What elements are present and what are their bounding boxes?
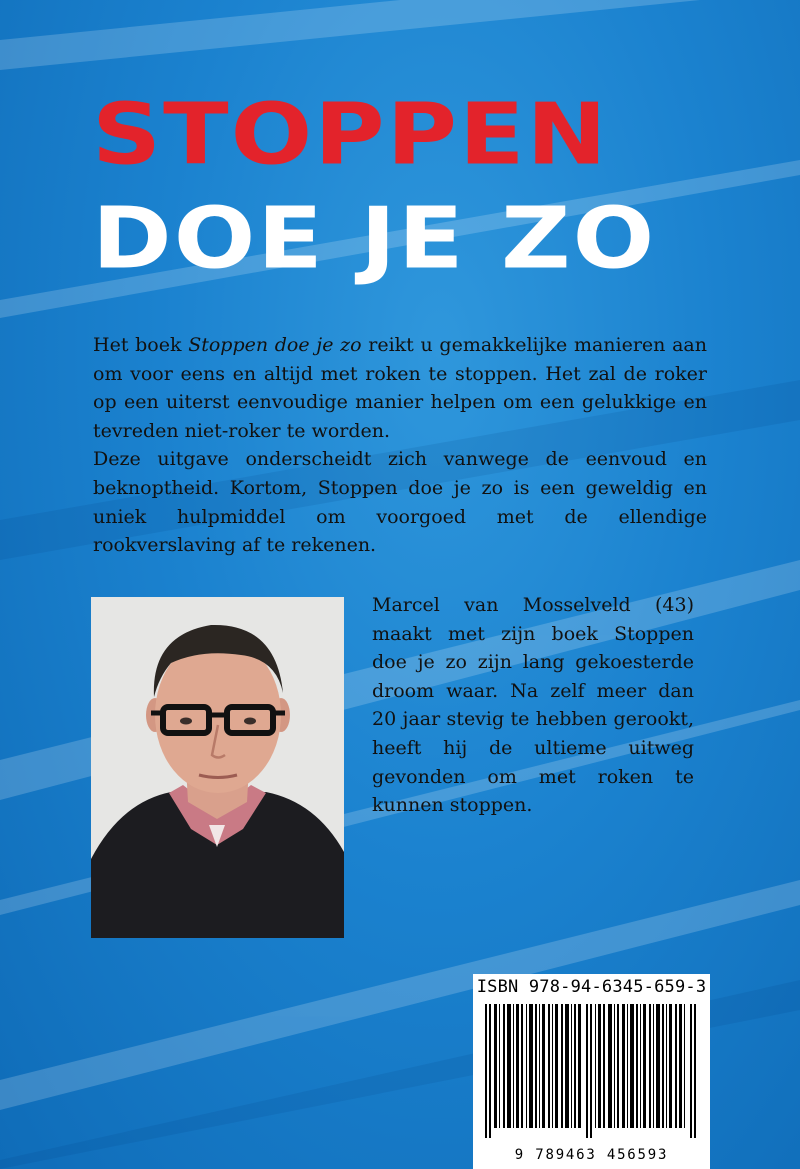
description-paragraph-1 bbox=[93, 331, 707, 445]
description-paragraph-2: Deze uitgave onderscheidt zich vanwege de eenvoud en beknoptheid. Kortom, Stoppen doe je zo is een geweldig en uniek hulpmiddel om voorgoed met de ellendige rookverslaving af te rekenen. bbox=[93, 448, 707, 557]
title-line-1: STOPPEN bbox=[92, 84, 609, 184]
isbn-label: ISBN 978-94-6345-659-3 bbox=[476, 977, 707, 997]
description-lead: Het boek bbox=[93, 334, 189, 356]
book-description bbox=[93, 331, 707, 560]
isbn-barcode bbox=[473, 974, 710, 1169]
description-body: reikt u gemakkelijke manieren aan om voor eens en altijd met roken te stoppen. Het zal de roker op een uiterst eenvoudige manier helpen om een gelukkige en tevreden niet-roker te worden. bbox=[93, 334, 707, 442]
book-title-italic: Stoppen doe je zo bbox=[188, 334, 362, 356]
barcode-bars-icon bbox=[485, 1004, 698, 1138]
barcode-digits: 9 789463 456593 bbox=[514, 1147, 669, 1163]
author-bio: Marcel van Mosselveld (43) maakt met zijn boek Stoppen doe je zo zijn lang gekoesterde droom waar. Na zelf meer dan 20 jaar stevig te hebben gerookt, heeft hij de ultieme uitweg gevonden om met roken te kunnen stoppen. bbox=[372, 594, 694, 817]
author-portrait-icon bbox=[91, 597, 344, 938]
title-line-2: DOE JE ZO bbox=[92, 188, 657, 288]
author-photo bbox=[91, 597, 344, 938]
